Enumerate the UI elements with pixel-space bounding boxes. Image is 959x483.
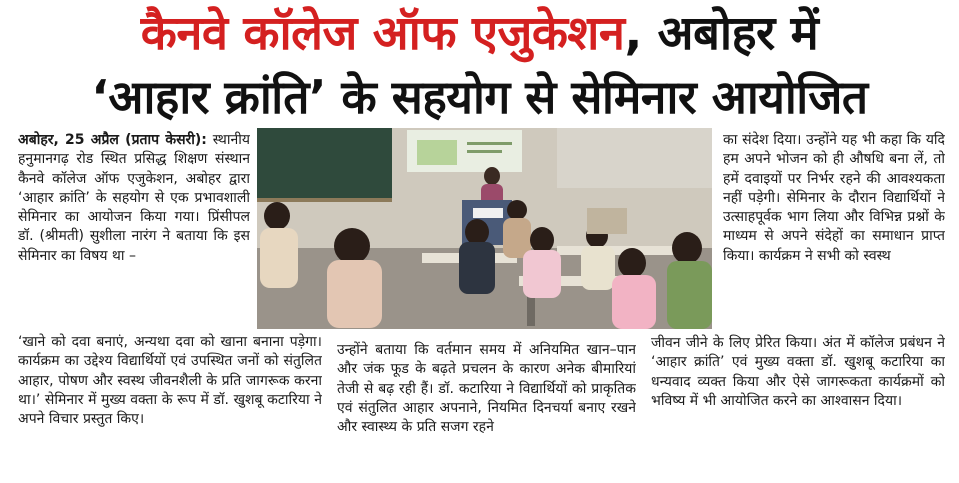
- article-column-2: [337, 341, 636, 471]
- article-closing-text: जीवन जीने के लिए प्रेरित किया। अंत में कॉलेज प्रबंधन ने ‘आहार क्रांति’ एवं मुख्य वक्ता डॉ. खुशबू कटारिया का धन्यवाद व्यक्त किया और ऐसे जागरूकता कार्यक्रमों को भविष्य में भी आयोजित करने का आश्वासन दिया।: [651, 335, 945, 409]
- headline-college-name: कैनवे कॉलेज ऑफ एजुकेशन: [140, 6, 625, 61]
- article-column-3-top: [723, 131, 945, 334]
- article-dateline: अबोहर, 25 अप्रैल (प्रताप केसरी):: [18, 132, 207, 148]
- article-quote-text: ‘खाने को दवा बनाएं, अन्यथा दवा को खाना बनाना पड़ेगा। कार्यक्रम का उद्देश्य विद्यार्थियों एवं उपस्थित जनों को संतुलित आहार, पोषण और स्वस्थ जीवनशैली के प्रति जागरूक करना था।’ सेमिनार में मुख्य वक्ता के रूप में डॉ. खुशबू कटारिया ने अपने विचार प्रस्तुत किए।: [18, 334, 322, 428]
- headline-line-1: [0, 2, 959, 66]
- article-right-text: का संदेश दिया। उन्होंने यह भी कहा कि यदि हम अपने भोजन को ही औषधि बना लें, तो हमें दवाइयों पर निर्भर रहने की आवश्यकता नहीं पड़ेगी। सेमिनार के दौरान विद्यार्थियों ने उत्साहपूर्वक भाग लिया और विभिन्न प्रश्नों के माध्यम से अपने संदेहों का समाधान प्राप्त किया। कार्यक्रम ने सभी को स्वस्थ: [723, 132, 945, 264]
- seminar-photo: [257, 128, 712, 329]
- headline-line-2: ‘आहार क्रांति’ के सहयोग से सेमिनार आयोजित: [91, 70, 868, 124]
- page-bottom-edge: [0, 470, 959, 483]
- seminar-photo-illustration: [257, 128, 712, 329]
- article-column-1-bottom: [18, 333, 322, 471]
- article-middle-text: उन्होंने बताया कि वर्तमान समय में अनियमित खान–पान और जंक फूड के बढ़ते प्रचलन के कारण अनेक बीमारियां तेजी से बढ़ रही हैं। डॉ. कटारिया ने विद्यार्थियों को प्राकृतिक एवं संतुलित आहार अपनाने, नियमित दिनचर्या बनाए रखने और स्वास्थ्य के प्रति सजग रहने: [337, 342, 636, 436]
- article-intro-text: स्थानीय हनुमानगढ़ रोड स्थित प्रसिद्ध शिक्षण संस्थान कैनवे कॉलेज ऑफ एजुकेशन, अबोहर द्वारा ‘आहार क्रांति’ के सहयोग से एक प्रभावशाली सेमिनार का आयोजन किया गया। प्रिंसीपल डॉ. (श्रीमती) सुशीला नारंग ने बताया कि इस सेमिनार का विषय था –: [18, 132, 250, 264]
- article-column-3-bottom: [651, 334, 945, 471]
- headline-location: , अबोहर में: [624, 6, 819, 61]
- article-column-1-top: [18, 131, 250, 326]
